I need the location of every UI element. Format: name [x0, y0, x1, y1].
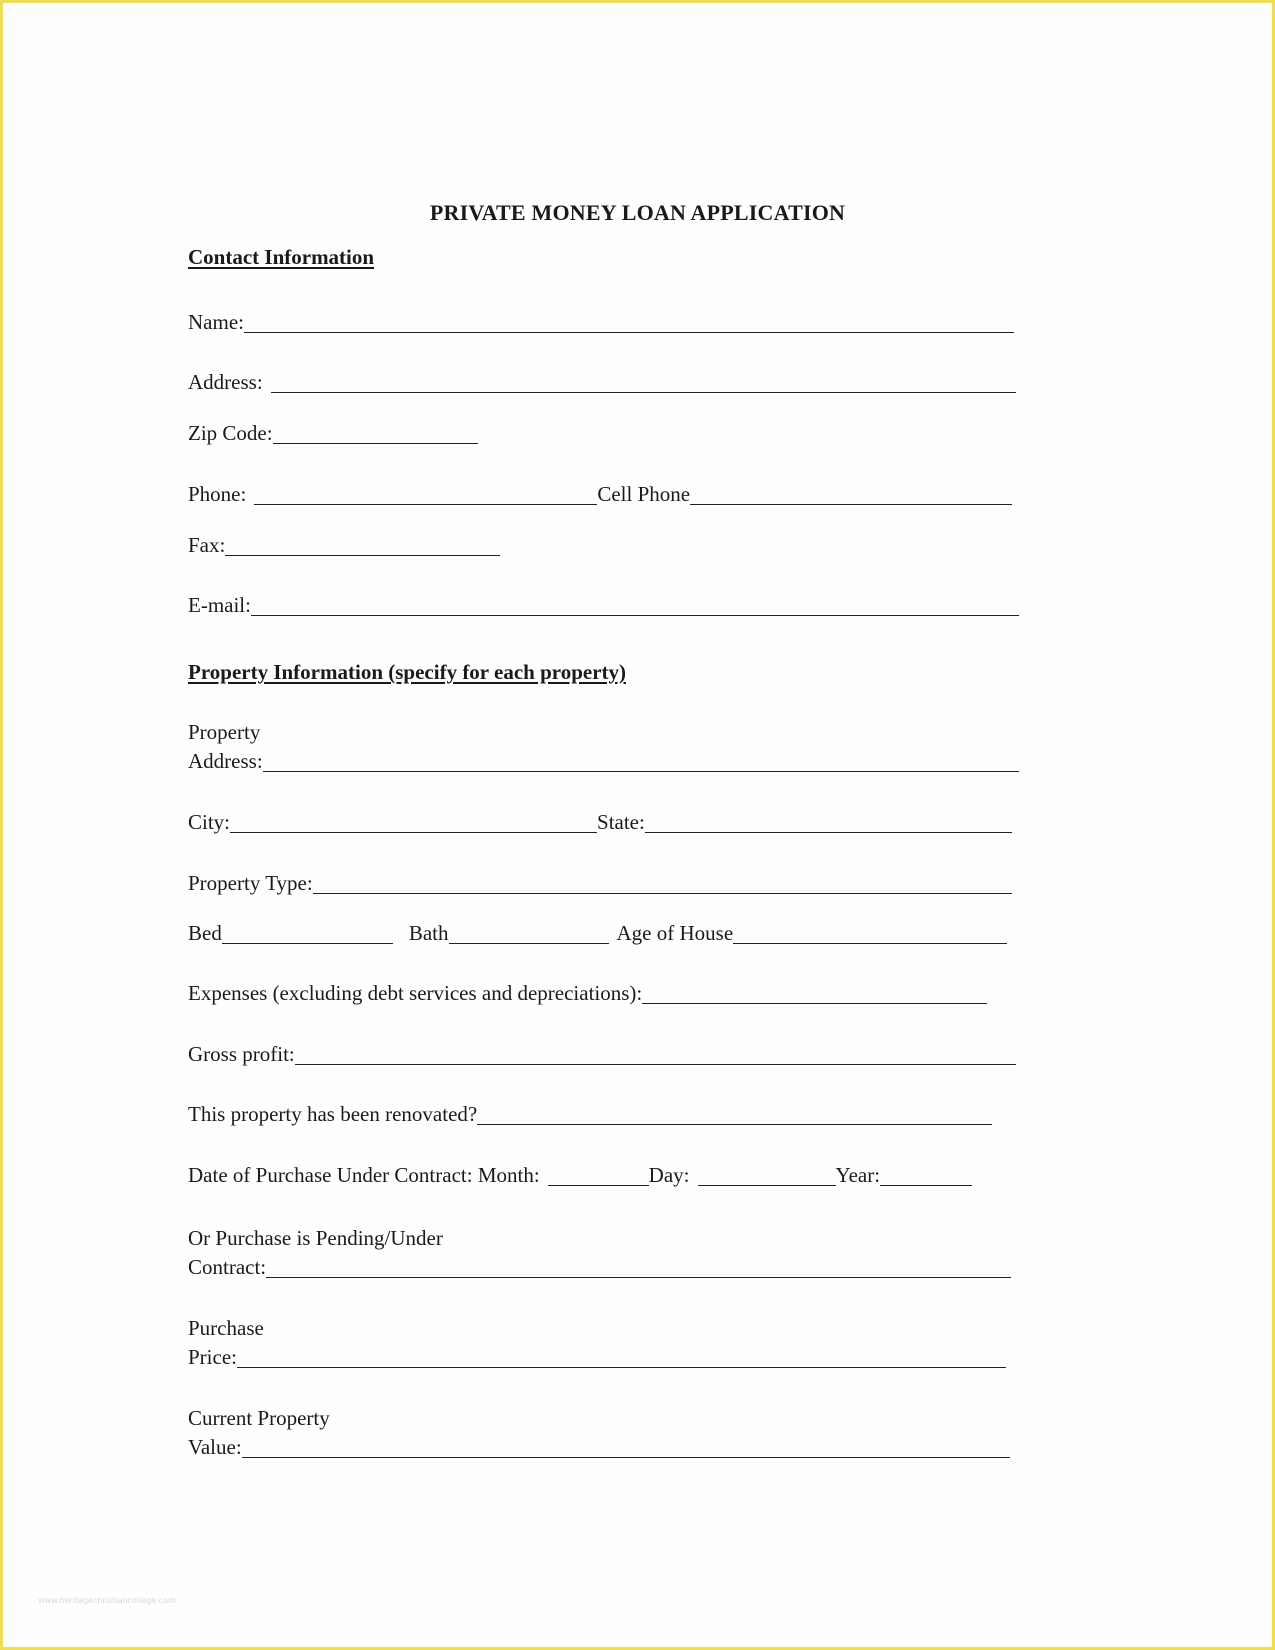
property-address-label-line1: Property: [188, 720, 261, 744]
age-of-house-label: Age of House: [616, 921, 734, 945]
property-address-label: Address:: [188, 749, 263, 773]
watermark-text: www.heritagechristiancollege.com: [38, 1596, 176, 1605]
name-label: Name:: [188, 310, 244, 334]
contact-information-heading: Contact Information: [188, 245, 375, 269]
gross-profit-label: Gross profit:: [188, 1042, 295, 1066]
property-address-row: [188, 745, 1019, 775]
gross-profit-field[interactable]: [295, 1064, 1016, 1065]
day-label: Day:: [648, 1163, 690, 1187]
current-value-row: [188, 1431, 1010, 1461]
city-state-row: [188, 806, 1012, 836]
renovated-row: [188, 1098, 992, 1128]
property-address-field[interactable]: [263, 771, 1019, 772]
name-field[interactable]: [244, 332, 1014, 333]
current-value-label-line1: Current Property: [188, 1406, 330, 1430]
age-of-house-field[interactable]: [733, 943, 1007, 944]
pending-contract-label: Contract:: [188, 1255, 267, 1279]
zip-code-label: Zip Code:: [188, 421, 273, 445]
email-label: E-mail:: [188, 593, 251, 617]
zip-code-field[interactable]: [273, 443, 478, 444]
expenses-field[interactable]: [642, 1003, 987, 1004]
state-field[interactable]: [645, 832, 1012, 833]
email-row: [188, 589, 1019, 619]
expenses-row: [188, 977, 987, 1007]
purchase-date-row: [188, 1159, 972, 1189]
property-information-heading: Property Information (specify for each property): [188, 660, 626, 684]
bath-field[interactable]: [449, 943, 609, 944]
state-label: State:: [597, 810, 645, 834]
fax-field[interactable]: [225, 555, 500, 556]
purchase-date-month-label: Date of Purchase Under Contract: Month:: [188, 1163, 540, 1187]
bed-field[interactable]: [222, 943, 393, 944]
expenses-label: Expenses (excluding debt services and depreciations):: [188, 981, 643, 1005]
address-label: Address:: [188, 370, 263, 394]
document-title: PRIVATE MONEY LOAN APPLICATION: [429, 200, 846, 225]
property-type-field[interactable]: [313, 893, 1012, 894]
current-value-label: Value:: [188, 1435, 242, 1459]
property-type-label: Property Type:: [188, 871, 313, 895]
fax-label: Fax:: [188, 533, 226, 557]
purchase-year-field[interactable]: [880, 1185, 972, 1186]
email-field[interactable]: [251, 615, 1019, 616]
bed-label: Bed: [188, 921, 222, 945]
bed-bath-age-row: [188, 917, 1007, 947]
address-row: [188, 366, 1016, 396]
cell-phone-field[interactable]: [690, 504, 1012, 505]
purchase-price-label: Price:: [188, 1345, 237, 1369]
property-type-row: [188, 867, 1012, 897]
year-label: Year:: [835, 1163, 881, 1187]
renovated-field[interactable]: [477, 1124, 992, 1125]
fax-row: [188, 529, 500, 559]
pending-contract-row: [188, 1251, 1011, 1281]
renovated-label: This property has been renovated?: [188, 1102, 478, 1126]
phone-field[interactable]: [254, 504, 597, 505]
pending-contract-field[interactable]: [266, 1277, 1011, 1278]
city-label: City:: [188, 810, 231, 834]
pending-label-line1: Or Purchase is Pending/Under: [188, 1226, 443, 1250]
bath-label: Bath: [408, 921, 449, 945]
purchase-month-field[interactable]: [548, 1185, 649, 1186]
purchase-price-label-line1: Purchase: [188, 1316, 264, 1340]
purchase-day-field[interactable]: [698, 1185, 836, 1186]
purchase-price-row: [188, 1341, 1006, 1371]
cell-phone-label: Cell Phone: [597, 482, 691, 506]
address-field[interactable]: [271, 392, 1016, 393]
current-value-field[interactable]: [242, 1457, 1010, 1458]
phone-row: [188, 478, 1012, 508]
name-row: [188, 306, 1014, 336]
zip-code-row: [188, 417, 478, 447]
city-field[interactable]: [230, 832, 597, 833]
gross-profit-row: [188, 1038, 1016, 1068]
purchase-price-field[interactable]: [237, 1367, 1006, 1368]
phone-label: Phone:: [188, 482, 247, 506]
